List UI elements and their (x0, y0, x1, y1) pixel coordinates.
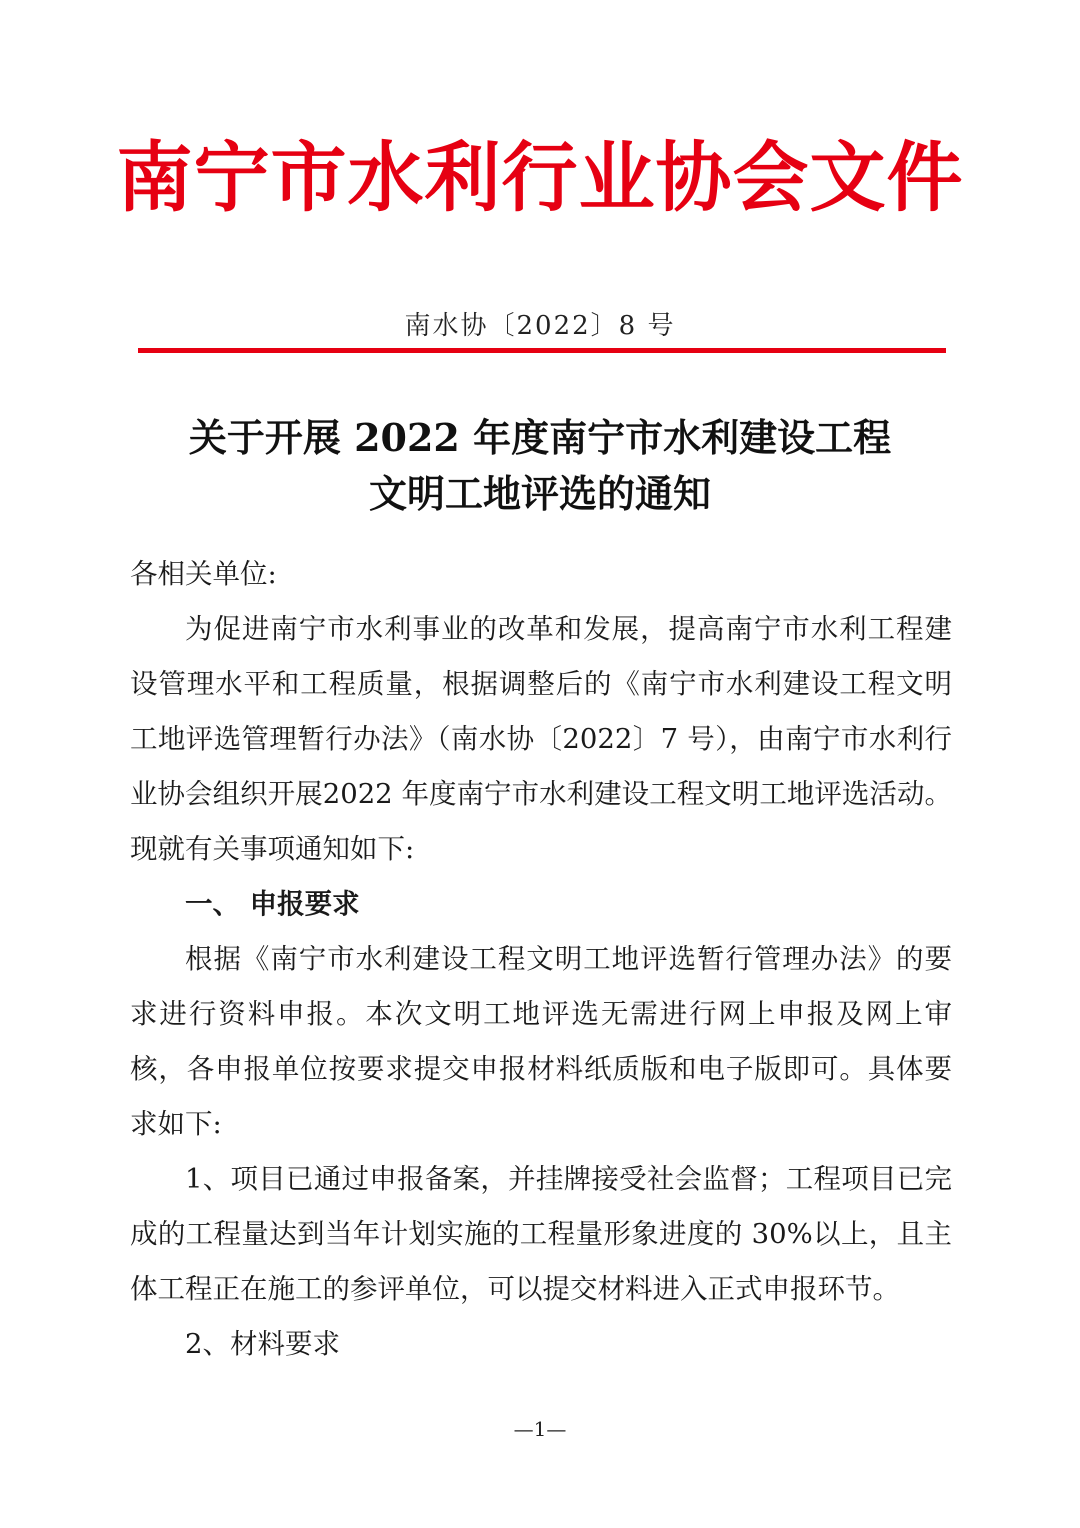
paragraph-requirements: 根据《南宁市水利建设工程文明工地评选暂行管理办法》的要求进行资料申报。本次文明工地评选无需进行网上申报及网上审核，各申报单位按要求提交申报材料纸质版和电子版即可。具体要求如下: (130, 943, 952, 1140)
notice-title (0, 410, 1080, 522)
document-number: 南水协〔2022〕8 号 (404, 311, 676, 341)
page-number: —1— (513, 1417, 567, 1441)
list-item-2: 2、材料要求 (185, 1328, 340, 1360)
header-red-divider (138, 348, 946, 353)
list-item-1: 1、项目已通过申报备案，并挂牌接受社会监督；工程项目已完成的工程量达到当年计划实施的工程量形象进度的 30%以上，且主体工程正在施工的参评单位，可以提交材料进入正式申报环节。 (130, 1163, 952, 1305)
document-body (130, 547, 952, 1372)
section-heading-1: 一、 申报要求 (185, 888, 360, 920)
notice-title-line-1: 关于开展 2022 年度南宁市水利建设工程 (188, 415, 892, 460)
paragraph-intro: 为促进南宁市水利事业的改革和发展，提高南宁市水利工程建设管理水平和工程质量，根据调整后的《南宁市水利建设工程文明工地评选管理暂行办法》（南水协〔2022〕7 号），由南宁市水利行业协会组织开展2022 年度南宁市水利建设工程文明工地评选活动。现就有关事项通知如下: (130, 613, 952, 865)
notice-title-line-2: 文明工地评选的通知 (368, 471, 711, 516)
document-header-title: 南宁市水利行业协会文件 (116, 133, 964, 222)
salutation: 各相关单位: (130, 558, 277, 590)
